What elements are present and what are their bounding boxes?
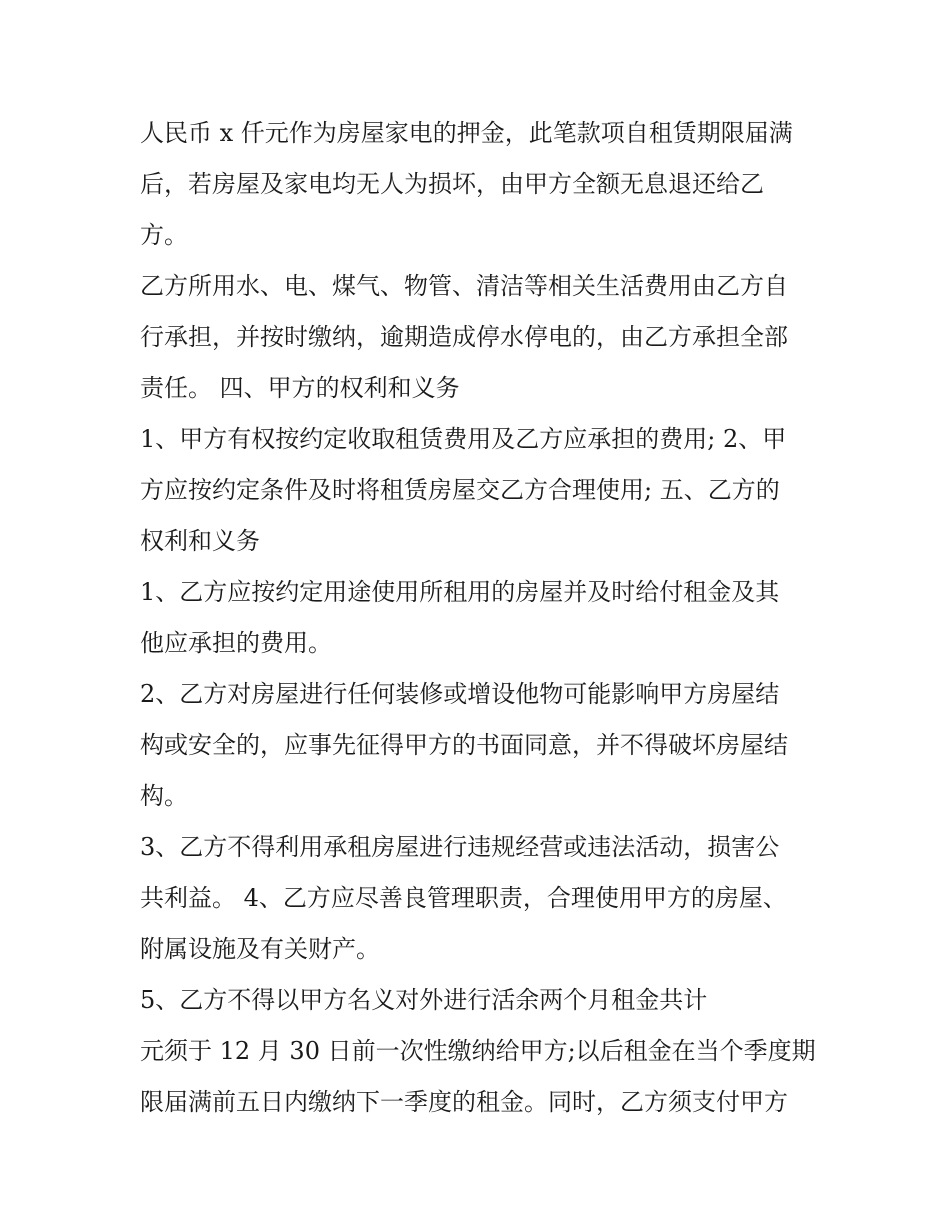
- text-line: 共利益。 4、乙方应尽善良管理职责，合理使用甲方的房屋、: [140, 884, 787, 912]
- text-line: 1、甲方有权按约定收取租赁费用及乙方应承担的费用; 2、甲: [140, 425, 787, 453]
- text-line: 乙方所用水、电、煤气、物管、清洁等相关生活费用由乙方自: [140, 272, 788, 300]
- text-line: 方。: [140, 221, 188, 249]
- text-line: 责任。 四、甲方的权利和义务: [140, 374, 460, 402]
- text-line: 权利和义务: [140, 527, 260, 555]
- text-line: 方应按约定条件及时将租赁房屋交乙方合理使用; 五、乙方的: [140, 476, 780, 504]
- text-line: 后，若房屋及家电均无人为损坏，由甲方全额无息退还给乙: [140, 170, 764, 198]
- document-body: [140, 108, 830, 1128]
- text-line: 行承担，并按时缴纳，逾期造成停水停电的，由乙方承担全部: [140, 323, 788, 351]
- text-line: 人民币 x 仟元作为房屋家电的押金，此笔款项自租赁期限届满: [140, 119, 793, 147]
- text-line: 他应承担的费用。: [140, 629, 332, 657]
- text-line: 附属设施及有关财产。: [140, 935, 380, 963]
- text-line: 构或安全的，应事先征得甲方的书面同意，并不得破坏房屋结: [140, 731, 788, 759]
- text-line: 3、乙方不得利用承租房屋进行违规经营或违法活动，损害公: [140, 833, 780, 861]
- text-line: 2、乙方对房屋进行任何装修或增设他物可能影响甲方房屋结: [140, 680, 780, 708]
- text-line: 1、乙方应按约定用途使用所租用的房屋并及时给付租金及其: [140, 578, 780, 606]
- text-line: 构。: [140, 782, 188, 810]
- text-line: 5、乙方不得以甲方名义对外进行活余两个月租金共计: [140, 986, 708, 1014]
- text-line: 元须于 12 月 30 日前一次性缴纳给甲方;以后租金在当个季度期: [140, 1037, 816, 1065]
- text-line: 限届满前五日内缴纳下一季度的租金。同时，乙方须支付甲方: [140, 1088, 788, 1116]
